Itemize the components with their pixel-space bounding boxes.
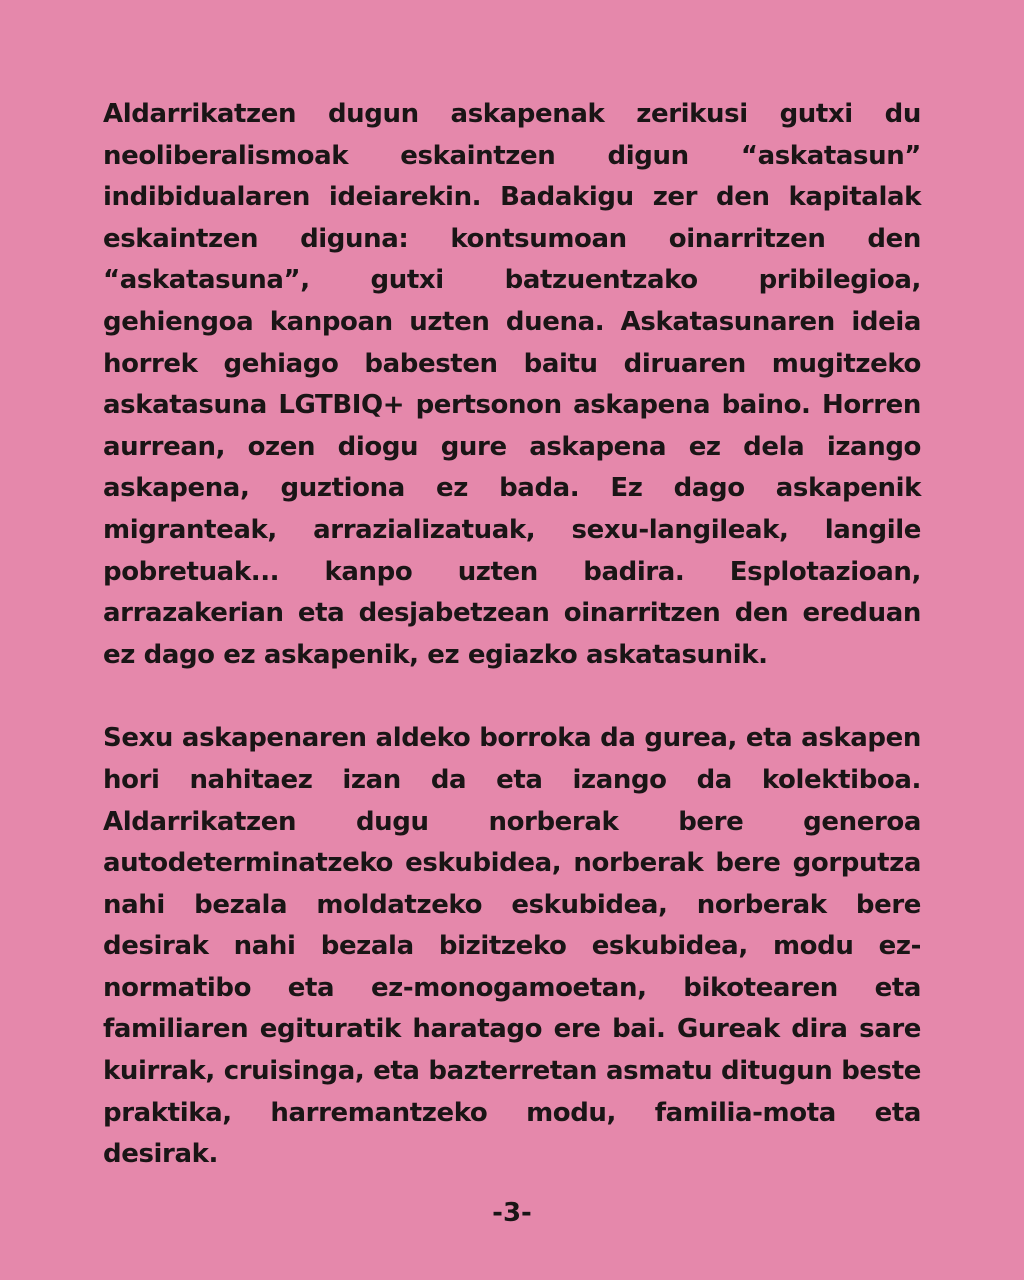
page-body	[103, 94, 921, 1176]
paragraph-2: Sexu askapenaren aldeko borroka da gurea, eta askapen hori nahitaez izan da eta izango da kolektiboa. Aldarrikatzen dugu norberak bere generoa autodeterminatzeko eskubidea, norberak bere gorputza nahi bezala moldatzeko eskubidea, norberak bere desirak nahi bezala bizitzeko eskubidea, modu ez-normatibo eta ez-monogamoetan, bikotearen eta familiaren egituratik haratago ere bai. Gureak dira sare kuirrak, cruisinga, eta bazterretan asmatu ditugun beste praktika, harremantzeko modu, familia-mota eta desirak.	[103, 723, 921, 1170]
page-number: -3-	[492, 1198, 532, 1228]
paragraph-1: Aldarrikatzen dugun askapenak zerikusi gutxi du neoliberalismoak eskaintzen digun “askatasun” indibidualaren ideiarekin. Badakigu zer den kapitalak eskaintzen diguna: kontsumoan oinarritzen den “askatasuna”, gutxi batzuentzako pribilegioa, gehiengoa kanpoan uzten duena. Askatasunaren ideia horrek gehiago babesten baitu diruaren mugitzeko askatasuna LGTBIQ+ pertsonon askapena baino. Horren aurrean, ozen diogu gure askapena ez dela izango askapena, guztiona ez bada. Ez dago askapenik migranteak, arrazializatuak, sexu-langileak, langile pobretuak... kanpo uzten badira. Esplotazioan, arrazakerian eta desjabetzean oinarritzen den ereduan ez dago ez askapenik, ez egiazko askatasunik.	[103, 99, 921, 670]
